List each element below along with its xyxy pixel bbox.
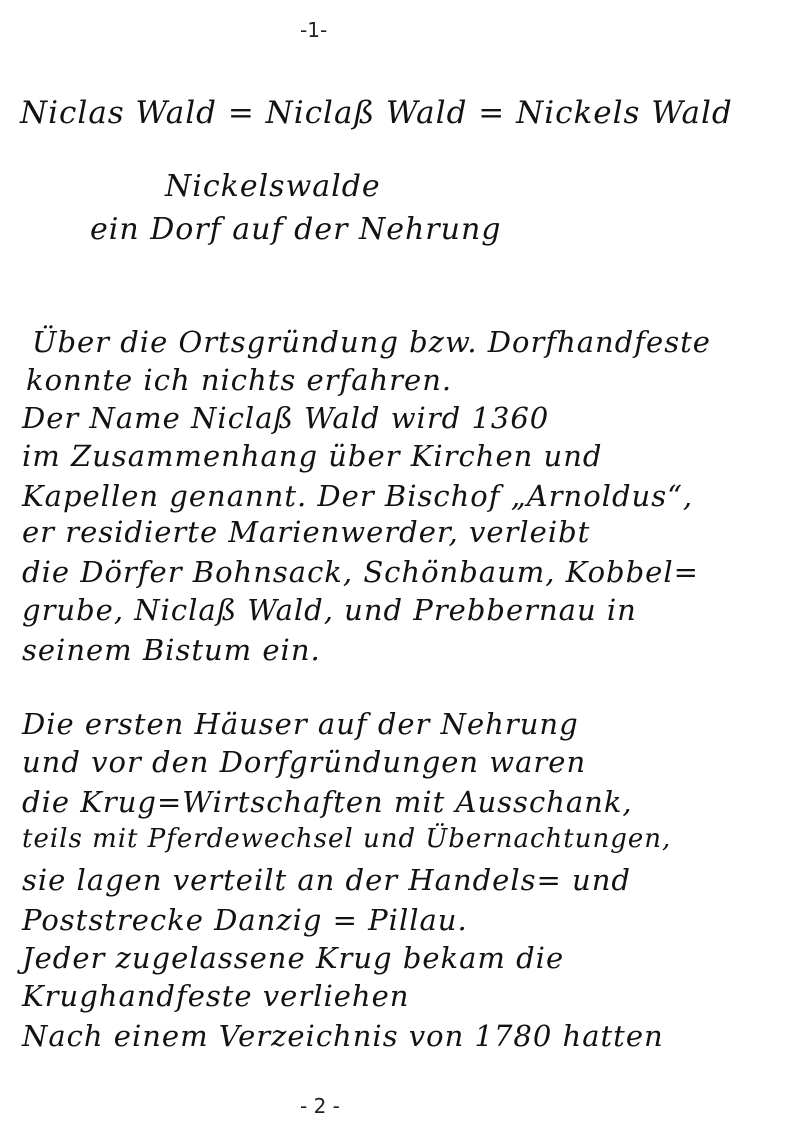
paragraph2-line-2: und vor den Dorfgründungen waren — [22, 745, 587, 779]
paragraph2-line-3: die Krug=Wirtschaften mit Ausschank, — [22, 785, 633, 819]
paragraph1-line-8: grube, Niclaß Wald, und Prebbernau in — [22, 593, 637, 627]
paragraph1-line-1: Über die Ortsgründung bzw. Dorfhandfeste — [32, 325, 711, 359]
paragraph1-line-2: konnte ich nichts erfahren. — [26, 363, 453, 397]
paragraph2-line-4: teils mit Pferdewechsel und Übernachtungen, — [22, 824, 672, 854]
paragraph2-line-7: Jeder zugelassene Krug bekam die — [22, 941, 565, 975]
paragraph1-line-5: Kapellen genannt. Der Bischof „Arnoldus“, — [22, 479, 694, 513]
bottom-page-number: - 2 - — [300, 1094, 340, 1118]
names-line: Niclas Wald = Niclaß Wald = Nickels Wald — [20, 95, 733, 131]
paragraph2-line-8: Krughandfeste verliehen — [22, 979, 410, 1013]
paragraph1-line-6: er residierte Marienwerder, verleibt — [22, 515, 591, 549]
paragraph2-line-1: Die ersten Häuser auf der Nehrung — [22, 707, 579, 741]
title-line-2: ein Dorf auf der Nehrung — [90, 212, 502, 247]
paragraph2-line-9: Nach einem Verzeichnis von 1780 hatten — [22, 1019, 664, 1053]
paragraph1-line-4: im Zusammenhang über Kirchen und — [22, 439, 603, 473]
top-page-number: -1- — [300, 18, 328, 42]
paragraph2-line-5: sie lagen verteilt an der Handels= und — [22, 863, 631, 897]
paragraph2-line-6: Poststrecke Danzig = Pillau. — [22, 903, 468, 937]
title-line-1: Nickelswalde — [165, 169, 381, 204]
paragraph1-line-7: die Dörfer Bohnsack, Schönbaum, Kobbel= — [22, 555, 699, 589]
paragraph1-line-9: seinem Bistum ein. — [22, 633, 321, 667]
paragraph1-line-3: Der Name Niclaß Wald wird 1360 — [22, 401, 550, 435]
